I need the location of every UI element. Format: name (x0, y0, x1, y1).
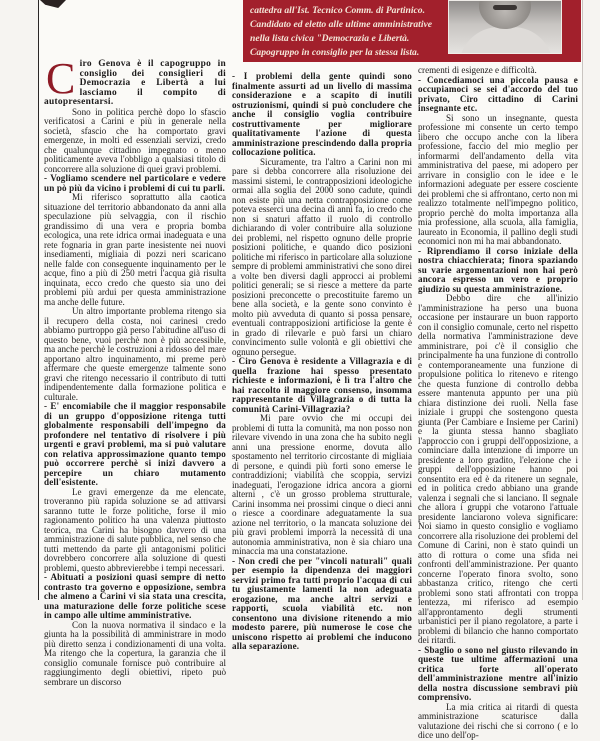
interview-question: - Sbaglio o sono nel giusto rilevando in queste tue ultime affermazioni una critica forte all'operato dell'amministrazione mentre all'inizio della nostra discussione sembravi più comprensivo. (418, 644, 578, 702)
interview-question: - Riprendiamo il corso iniziale della nostra chiacchierata; finora spaziando su varie argomentazioni non hai però ancora espresso un vero e proprio giudizio su questa amministrazione. (418, 245, 578, 294)
article-column-2 (232, 72, 412, 652)
paragraph-continued: crementi di esigenze e difficoltà. (418, 65, 537, 75)
photo-shirt (459, 27, 553, 54)
interview-question: - Concediamoci una piccola pausa e occupiamoci se sei d'accordo del tuo privato, Ciro cittadino di Carini insegnante etc. (418, 74, 578, 113)
bio-line: nella lista civica "Democrazia e Libertà. (250, 33, 410, 44)
paragraph: Un altro importante problema ritengo sia il recupero della costa, noi carinesi credo abbiamo purtroppo già perso l'abitudine all'uso di questo bene, vuoi perchè non è più accessibile, ma anche perchè le costruzioni a ridosso del mare apportano altro inquinamento, mi preme però affermare che queste emergenze talmente sono gravi che ritengo necessario il contributo di tutti indipendentemente dalla formazione politica e culturale. (44, 306, 226, 402)
article-intro (44, 54, 226, 108)
bio-line: Capogruppo in consiglio per la stessa lista. (250, 47, 420, 58)
interview-question: - Abituati a posizioni quasi sempre di netto contrasto tra governo e opposizione, sembra che almeno a Carini vi sia stata una crescita, una maturazione delle forze politiche scese in campo alle ultime amministrative. (44, 572, 226, 620)
paragraph: Si sono un insegnante, questa professione mi consente un certo tempo libero che occupo anche con la libera professione, faccio del mio meglio per informarmi dell'andamento della vita amministrativa del paese, mi adopero per arrivare in consiglio con le idee e le informazioni adeguate per essere cosciente dei problemi che si affrontano, certo non mi realizzo totalmente nell'impegno politico, proprio perchè do molta importanza alla mia professione, alla scuola, alla famiglia, laureato in Economia, il pallino degli studi economici non mi ha mai abbandonato. (418, 112, 578, 246)
paragraph: Mi riferisco soprattutto alla caotica situazione del territorio abbandonato da anni alla speculazione più selvaggia, con il rischio grandissimo di una vera e propria bomba ecologica, una rete idrica ormai inadeguata e una rete fognaria in gran parte inesistente nei nuovi insediamenti, migliaia di pozzi neri scaricano nelle falde con conseguente inquinamento per le acque, fino a più di 250 metri l'acqua già risulta inquinata, ecco credo che questo sia uno dei problemi più ardui per questa amministrazione ma anche delle future. (44, 192, 226, 307)
interview-question: - E' encomiabile che il maggior responsabile di un gruppo d'opposizione ritenga tutti globalmente responsabili dell'impegno da profondere nel tentativo di risolvere i più urgenti e gravi problemi, ma si può valutare con relativa approssimazione quanto tempo può occorrere perchè si inizi davvero a percepire un chiaro mutamento dell'esistente. (44, 401, 226, 487)
intro-text: iro Genova è il capogruppo in consiglio dei consiglieri di Democrazia e Libertà a lui lasciamo il compito di autopresentarsi. (44, 59, 226, 107)
bio-line: cattedra all'Ist. Tecnico Comm. di Partinico. (250, 5, 425, 16)
bio-line: Candidato ed eletto alle ultime amministrative (250, 19, 433, 30)
paragraph: Sono in politica perchè dopo lo sfascio verificatosi a Carini e più in generale nella società, sfascio che ha comportato gravi emergenze, in molti ed essenziali servizi, credo che qualunque cittadino impegnato o meno politicamente aveva l'obbligo a qualsiasi titolo di concorrere alla soluzione di quei gravi problemi. (44, 106, 226, 174)
paragraph: Debbo dire che all'inizio l'amministrazione ha perso una buona occasione per instaurare un buon rapporto con il consiglio comunale, certo nel rispetto della normativa l'amministrazione deve amministrare, poi c'è il consiglio che principalmente ha una funzione di controllo e contemporaneamente una funzione di propulsione politica lo ritenevo e ritengo che questa funzione di controllo debba essere mantenuta appunto per una più chiara distinzione dei ruoli. Nella fase iniziale i gruppi che sostengono questa giunta (Per Cambiare e Insieme per Carini) e la giunta stessa hanno sbagliato l'approccio con i gruppi dell'opposizione, a cominciare dalla intenzione di imporre un presidente a loro gradito, l'elezione che i gruppi dell'opposizione hanno poi consentito era ed è da ritenere un segnale, ed in politica credo abbiano una grande valenza i segnali che si lanciano. Il segnale che allora i gruppi che votarono l'attuale presidente lanciarono voleva significare: Noi siamo in questo consiglio e vogliamo concorrere alla risoluzione dei problemi del Comune di Carini, non è stato quindi un atto di rottura o come una sfida nei confronti dell'amministrazione. Per quanto concerne l'operato finora svolto, sono abbastanza critico, ritengo che certi problemi sono stati affrontati con troppa lentezza, mi riferisco ad esempio all'approntamento degli strumenti urbanistici per il piano regolatore, a parte i problemi di bilancio che hanno comportato dei ritardi. (418, 293, 578, 645)
interview-question: - Ciro Genova è residente a Villagrazia e di quella frazione hai spesso presentato richieste e informazioni, è lì tra l'altro che hai raccolto il maggiore consenso, insomma rappresentante di Villagrazia o di tutta la comunità Carini-Villagrazia? (232, 356, 412, 414)
interview-question: - Vogliamo scendere nel particolare e vedere un pò più da vicino i problemi di cui tu parli. (44, 173, 226, 193)
paragraph: Le gravi emergenze da me elencate, troveranno più rapida soluzione se ad attivarsi saranno tutte le forze politiche, forse il mio ragionamento politico ha una valenza piuttosto teorica, ma Carini ha bisogno davvero di una amministrazione di salute pubblica, nel senso che tutti mettendo da parte gli antagonismi politici dovrebbero concorrere alla soluzione di questi problemi, questo abbrevierebbe i tempi necessari. (44, 486, 226, 573)
interview-question: - Non credi che per "vincoli naturali" quali per esempio la dipendenza dei maggiori servizi primo fra tutti proprio l'acqua di cui tu giustamente lamenti la non adeguata erogazione, ma anche altri servizi e rapporti, scuola viabilità etc. non consentono una divisione ritenendo a mio modesto parere, più numerose le cose che uniscono rispetto ai problemi che inducono alla separazione. (232, 555, 412, 651)
drop-cap: C (46, 54, 76, 103)
paragraph: La mia critica ai ritardi di questa amministrazione scaturisce dalla valutazione dei rischi che si corrono ( e lo dice uno dell'op- (418, 701, 578, 740)
photo-mustache (493, 5, 517, 10)
interview-question: - I problemi della gente quindi sono finalmente assurti ad un livello di massima considerazione e a scapito di inutili ostruzionismi, quindi si può concludere che anche il consiglio voglia contribuire costruttivamente per migliorare qualitativamente l'azione di questa amministrazione prescindendo dalla propria collocazione politica. (232, 71, 412, 157)
article-column-3 (418, 66, 578, 741)
author-bio (250, 4, 450, 60)
paragraph: Mi pare ovvio che mi occupi dei problemi di tutta la comunità, ma non posso non rilevare vivendo in una zona che ha subito negli anni una pressione enorme, dovuta allo spostamento nel territorio circostante di migliaia di persone, e quindi più forti sono emerse le contraddizioni; viabilità che scoppia, servizi inadeguati, l'erogazione idrica ancora a giorni alterni , c'è un grosso problema strutturale, Carini insomma nei prossimi cinque o dieci anni o riesce a coordinare adeguatamente la sua azione nel territorio, o la mancata soluzione dei più gravi problemi imporrà la necessità di una autonomia amministrativa, non è sia chiaro una minaccia ma una constatazione. (232, 413, 412, 556)
paragraph: Sicuramente, tra l'altro a Carini non mi pare si debba concorrere alla risoluzione dei massimi sistemi, le contrapposizioni ideologiche ormai alla soglia del 2000 sono cadute, quindi non esiste più una netta contrapposizione come poteva esserci una decina di anni fa, io credo che non si snaturi affatto il ruolo di controllo dichiarando di voler contribuire alla soluzione dei problemi, nel rispetto ognuno delle proprie posizioni politiche, e quando dico posizioni politiche mi riferisco in particolare alla soluzione sempre di problemi amministrativi che sono direi a volte ben diversi dagli approcci ai problemi politici generali; se si riesce a mettere da parte posizioni preconcette o precostituite faremo un bene alla società, e la gente sono convinto è molto più avveduta di quanto si possa pensare, eventuali contrapposizioni artificiose la gente è in grado di rilevarle e può farsi un chiaro convincimento sulle volontà e gli obiettivi che ognuno persegue. (232, 156, 412, 357)
article-column-1 (44, 54, 226, 687)
portrait-photo (448, 0, 562, 54)
paragraph: Con la nuova normativa il sindaco e la giunta ha la possibilità di amministrare in modo più diretto senza i condizionamenti di una volta. Ma ritengo che la copertura, la garanzia che il consiglio comunale fornisce può contribuire al raggiungimento degli obiettivi, ripeto può sembrare un discorso (44, 619, 226, 687)
